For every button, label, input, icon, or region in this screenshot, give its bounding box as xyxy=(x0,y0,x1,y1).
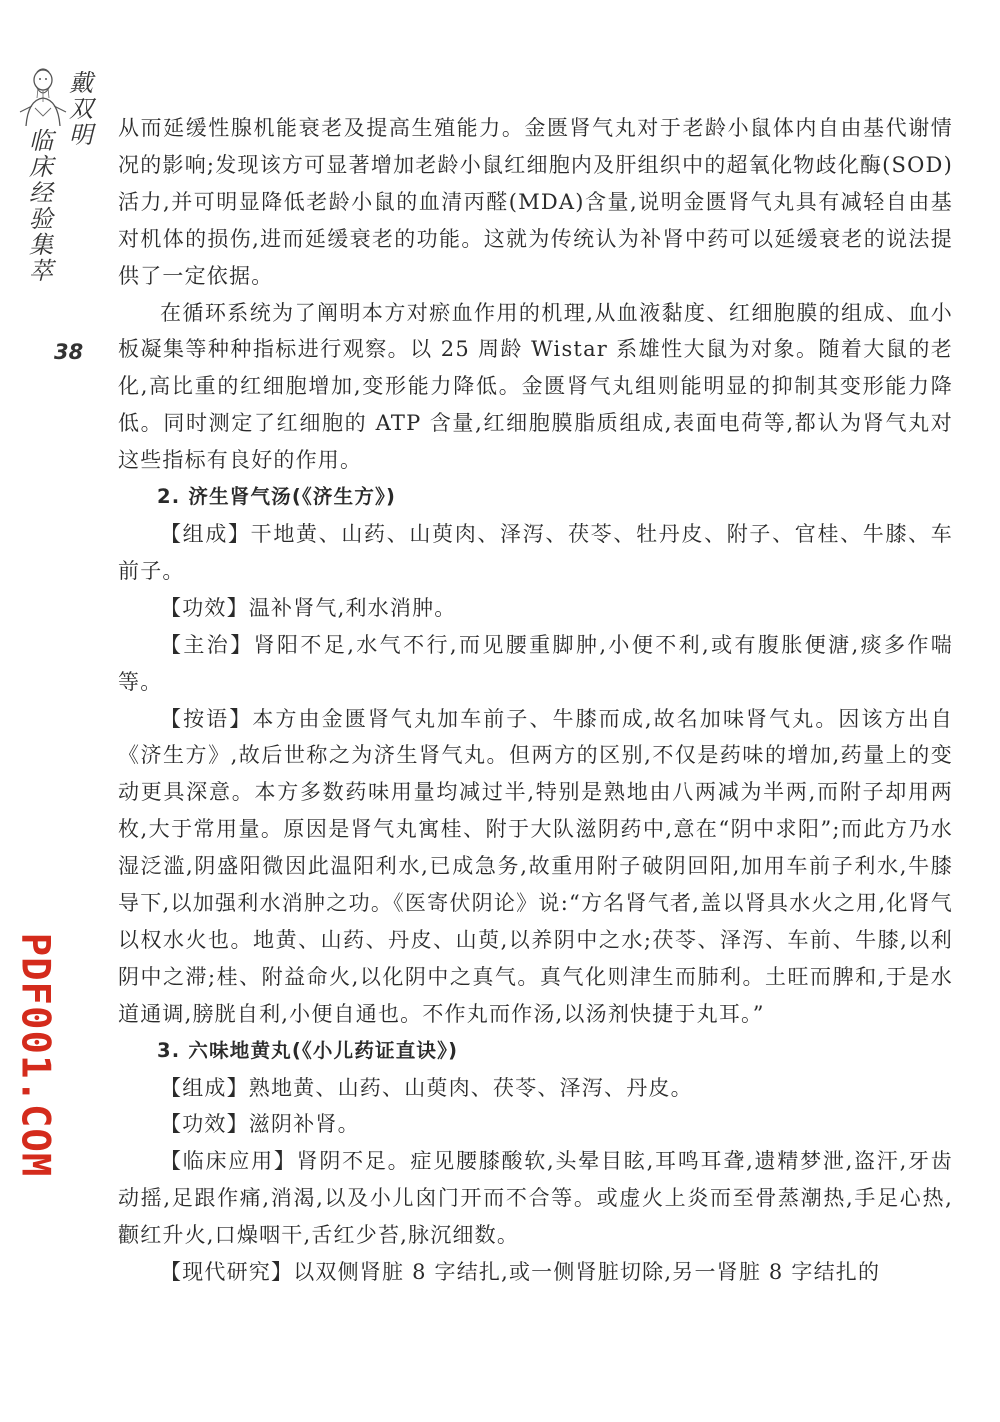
entry-efficacy: 【功效】温补肾气,利水消肿。 xyxy=(160,595,457,620)
page-body xyxy=(118,110,953,1291)
entry-modern-research: 【现代研究】以双侧肾脏 8 字结扎,或一侧肾脏切除,另一肾脏 8 字结扎的 xyxy=(160,1260,881,1285)
entry-composition-liuwei: 【组成】熟地黄、山药、山萸肉、茯苓、泽泻、丹皮。 xyxy=(160,1075,693,1100)
entry-composition: 【组成】干地黄、山药、山萸肉、泽泻、茯苓、牡丹皮、附子、官桂、牛膝、车前子。 xyxy=(118,521,953,583)
entry-commentary: 【按语】本方由金匮肾气丸加车前子、牛膝而成,故名加味肾气丸。因该方出自《济生方》,故后世称之为济生肾气丸。但两方的区别,不仅是药味的增加,药量上的变动更具深意。本方多数药味用量均减过半,特别是熟地由八两减为半两,而附子却用两枚,大于常用量。原因是肾气丸寓桂、附于大队滋阴药中,意在“阴中求阳”;而此方乃水湿泛滥,阴盛阳微因此温阳利水,已成急务,故重用附子破阴回阳,加用车前子利水,牛膝导下,以加强利水消肿之功。《医寄伏阴论》说:“方名肾气者,盖以肾具水火之用,化肾气以权水火也。地黄、山药、丹皮、山萸,以养阴中之水;茯苓、泽泻、车前、牛膝,以利阴中之滞;桂、附益命火,以化阴中之真气。真气化则津生而肺利。土旺而脾和,于是水道通调,膀胱自利,小便自通也。不作丸而作汤,以汤剂快捷于丸耳。” xyxy=(118,706,953,1026)
page-number: 38 xyxy=(54,340,84,364)
entry-efficacy-liuwei: 【功效】滋阴补肾。 xyxy=(160,1112,360,1137)
book-title xyxy=(28,128,58,284)
book-title-text: 临床经验集萃 xyxy=(29,127,53,285)
paragraph-circulation-study: 在循环系统为了阐明本方对瘀血作用的机理,从血液黏度、红细胞膜的组成、血小板凝集等种种指标进行观察。以 25 周龄 Wistar 系雄性大鼠为对象。随着大鼠的老化,高比重的红细胞增加,变形能力降低。金匮肾气丸组则能明显的抑制其变形能力降低。同时测定了红细胞的 ATP 含量,红细胞膜脂质组成,表面电荷等,都认为肾气丸对这些指标有良好的作用。 xyxy=(118,300,953,473)
series-name xyxy=(68,70,96,148)
watermark-text: PDF001.COM xyxy=(12,932,58,1178)
author-portrait xyxy=(18,66,68,128)
watermark xyxy=(10,930,60,1180)
series-name-text: 戴双明 xyxy=(69,69,93,149)
section-heading-liuwei: 3. 六味地黄丸(《小儿药证直诀》) xyxy=(157,1038,459,1062)
section-heading-jisheng: 2. 济生肾气汤(《济生方》) xyxy=(157,485,397,509)
entry-clinical-use: 【临床应用】肾阴不足。症见腰膝酸软,头晕目眩,耳鸣耳聋,遗精梦泄,盗汗,牙齿动摇,足跟作痛,消渴,以及小儿囟门开而不合等。或虚火上炎而至骨蒸潮热,手足心热,颧红升火,口燥咽干,舌红少苔,脉沉细数。 xyxy=(118,1149,953,1248)
paragraph-continuation: 从而延缓性腺机能衰老及提高生殖能力。金匮肾气丸对于老龄小鼠体内自由基代谢情况的影响;发现该方可显著增加老龄小鼠红细胞内及肝组织中的超氧化物歧化酶(SOD)活力,并可明显降低老龄小鼠的血清丙醛(MDA)含量,说明金匮肾气丸具有减轻自由基对机体的损伤,进而延缓衰老的功能。这就为传统认为补肾中药可以延缓衰老的说法提供了一定依据。 xyxy=(118,116,953,288)
entry-indications: 【主治】肾阳不足,水气不行,而见腰重脚肿,小便不利,或有腹胀便溏,痰多作喘等。 xyxy=(118,632,953,694)
